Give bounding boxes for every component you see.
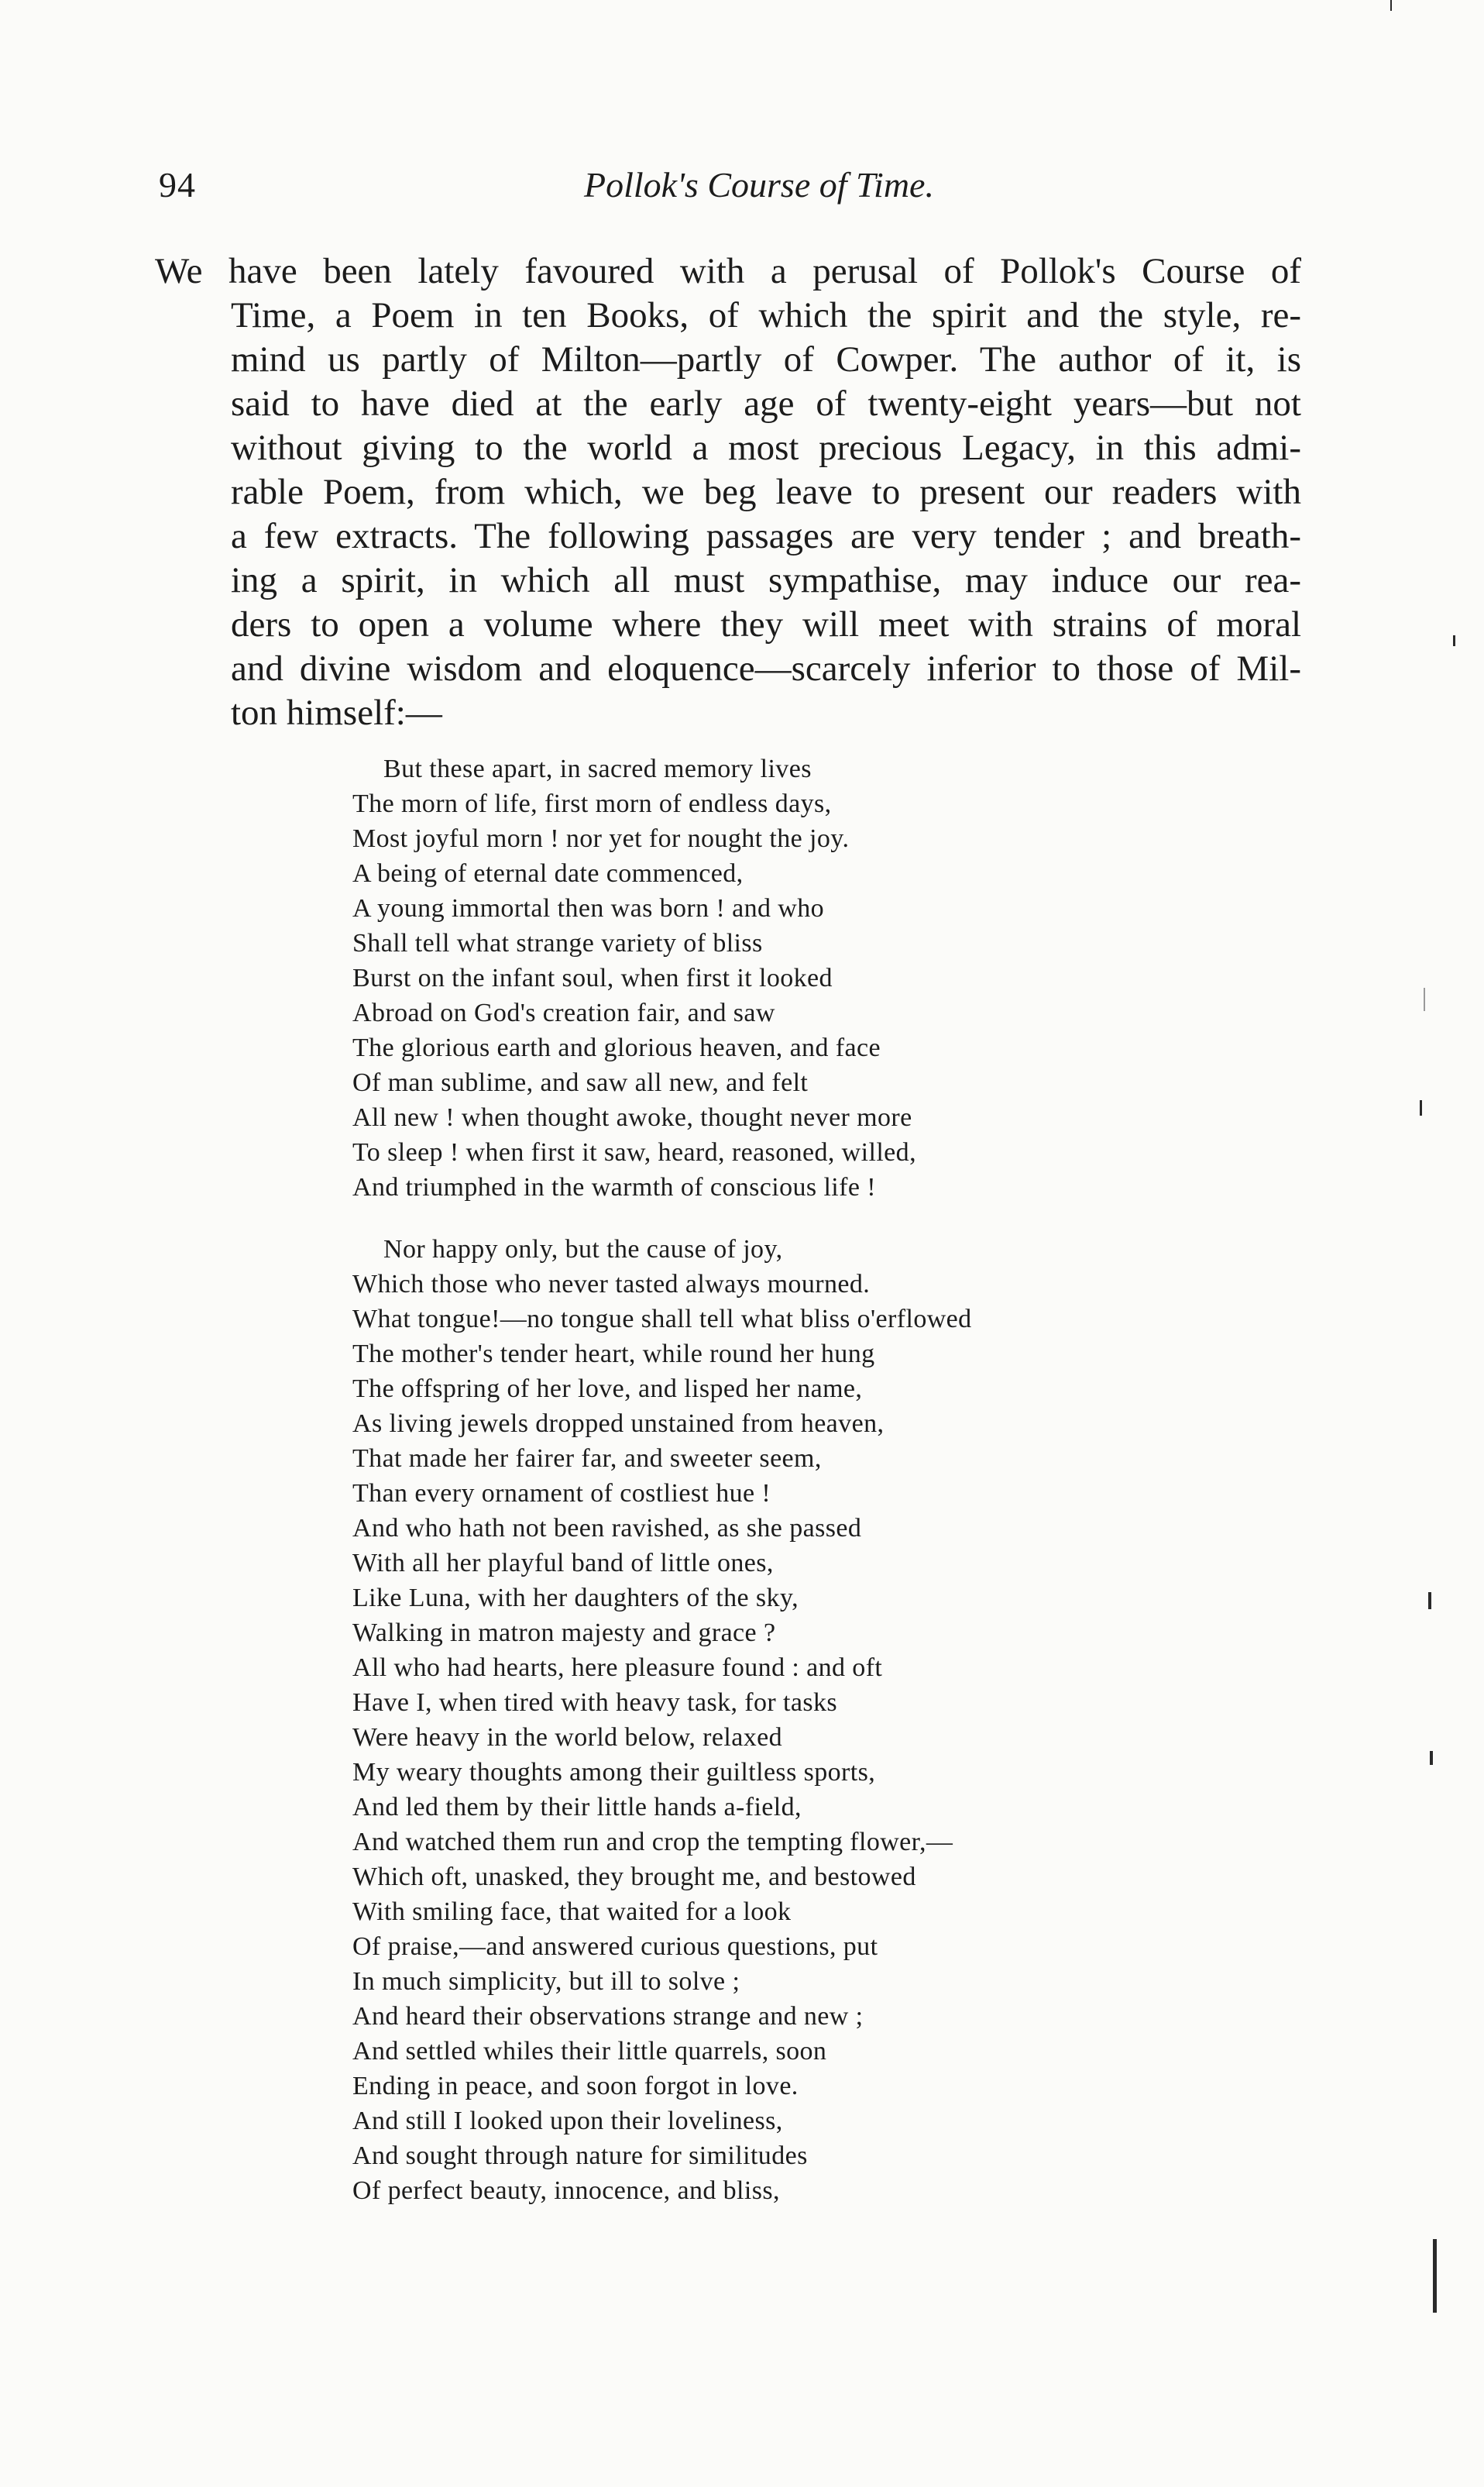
intro-line: ing a spirit, in which all must sympathise, may induce our rea- [231, 560, 1301, 600]
intro-line: ders to open a volume where they will meet with strains of moral [231, 604, 1301, 645]
intro-paragraph [155, 249, 1301, 735]
poem-line: Which those who never tasted always mourned. [352, 1270, 871, 1299]
intro-line: without giving to the world a most precious Legacy, in this admi- [231, 428, 1301, 468]
intro-line: We have been lately favoured with a perusal of Pollok's Course of [155, 251, 1301, 291]
intro-line: ton himself:— [231, 693, 442, 733]
poem-line: Most joyful morn ! nor yet for nought the joy. [352, 824, 850, 853]
poem-line: Of praise,—and answered curious questions, put [352, 1932, 878, 1961]
poem-line: Walking in matron majesty and grace ? [352, 1618, 776, 1647]
poem-line: What tongue!—no tongue shall tell what bliss o'erflowed [352, 1305, 972, 1333]
poem-line: In much simplicity, but ill to solve ; [352, 1967, 740, 1996]
poem-line: The morn of life, first morn of endless days, [352, 789, 832, 818]
poem-line: And triumphed in the warmth of conscious life ! [352, 1173, 876, 1202]
scan-mark [1433, 2239, 1437, 2313]
poem-line: A being of eternal date commenced, [352, 859, 744, 888]
poem-line: That made her fairer far, and sweeter seem, [352, 1444, 822, 1473]
poem-line: The glorious earth and glorious heaven, and face [352, 1034, 881, 1062]
poem-line: Abroad on God's creation fair, and saw [352, 999, 775, 1027]
scan-mark [1430, 1751, 1433, 1765]
scan-mark [1424, 988, 1425, 1011]
page-number: 94 [159, 165, 196, 205]
poem-line: Nor happy only, but the cause of joy, [383, 1235, 783, 1264]
poem-stanza-2 [352, 1232, 1204, 2208]
intro-line: and divine wisdom and eloquence—scarcely inferior to those of Mil- [231, 648, 1301, 689]
intro-line: a few extracts. The following passages are very tender ; and breath- [231, 516, 1301, 556]
intro-line: rable Poem, from which, we beg leave to present our readers with [231, 472, 1301, 512]
poem-line: All who had hearts, here pleasure found : and oft [352, 1653, 883, 1682]
poem-line: And still I looked upon their loveliness, [352, 2107, 783, 2135]
poem-line: Shall tell what strange variety of bliss [352, 929, 763, 958]
scan-mark [1428, 1592, 1431, 1609]
scan-mark [1420, 1100, 1422, 1116]
scan-mark [1390, 0, 1392, 11]
page-header [159, 164, 1297, 211]
poem-line: As living jewels dropped unstained from heaven, [352, 1409, 885, 1438]
poem-line: With smiling face, that waited for a look [352, 1897, 792, 1926]
poem-line: Were heavy in the world below, relaxed [352, 1723, 782, 1752]
poem-line: Ending in peace, and soon forgot in love. [352, 2072, 799, 2100]
poem-line: A young immortal then was born ! and who [352, 894, 825, 923]
poem-line: And watched them run and crop the tempting flower,— [352, 1828, 953, 1856]
intro-line: mind us partly of Milton—partly of Cowper. The author of it, is [231, 339, 1301, 380]
poem-line: But these apart, in sacred memory lives [383, 755, 812, 783]
poem-line: Of perfect beauty, innocence, and bliss, [352, 2176, 780, 2205]
poem-line: Have I, when tired with heavy task, for tasks [352, 1688, 838, 1717]
poem-line: Like Luna, with her daughters of the sky, [352, 1584, 799, 1612]
poem-line: To sleep ! when first it saw, heard, reasoned, willed, [352, 1138, 916, 1167]
intro-line: Time, a Poem in ten Books, of which the spirit and the style, re- [231, 295, 1301, 335]
running-title: Pollok's Course of Time. [584, 165, 934, 205]
poem-line: All new ! when thought awoke, thought never more [352, 1103, 912, 1132]
poem-line: With all her playful band of little ones, [352, 1549, 774, 1577]
poem-line: Than every ornament of costliest hue ! [352, 1479, 771, 1508]
poem-line: And settled whiles their little quarrels, soon [352, 2037, 827, 2066]
poem-stanza-1 [352, 752, 1204, 1205]
poem-line: And heard their observations strange and new ; [352, 2002, 864, 2031]
poem-line: And led them by their little hands a-field, [352, 1793, 802, 1821]
poem-line: And sought through nature for similitudes [352, 2141, 808, 2170]
poem-line: The mother's tender heart, while round her hung [352, 1340, 875, 1368]
poem-line: Which oft, unasked, they brought me, and bestowed [352, 1863, 916, 1891]
poem-line: Burst on the infant soul, when first it looked [352, 964, 833, 992]
poem-line: Of man sublime, and saw all new, and felt [352, 1068, 809, 1097]
poem-line: The offspring of her love, and lisped her name, [352, 1374, 863, 1403]
poem-line: And who hath not been ravished, as she passed [352, 1514, 862, 1543]
scan-mark [1453, 635, 1455, 646]
intro-line: said to have died at the early age of twenty-eight years—but not [231, 384, 1301, 424]
poem-line: My weary thoughts among their guiltless sports, [352, 1758, 876, 1787]
